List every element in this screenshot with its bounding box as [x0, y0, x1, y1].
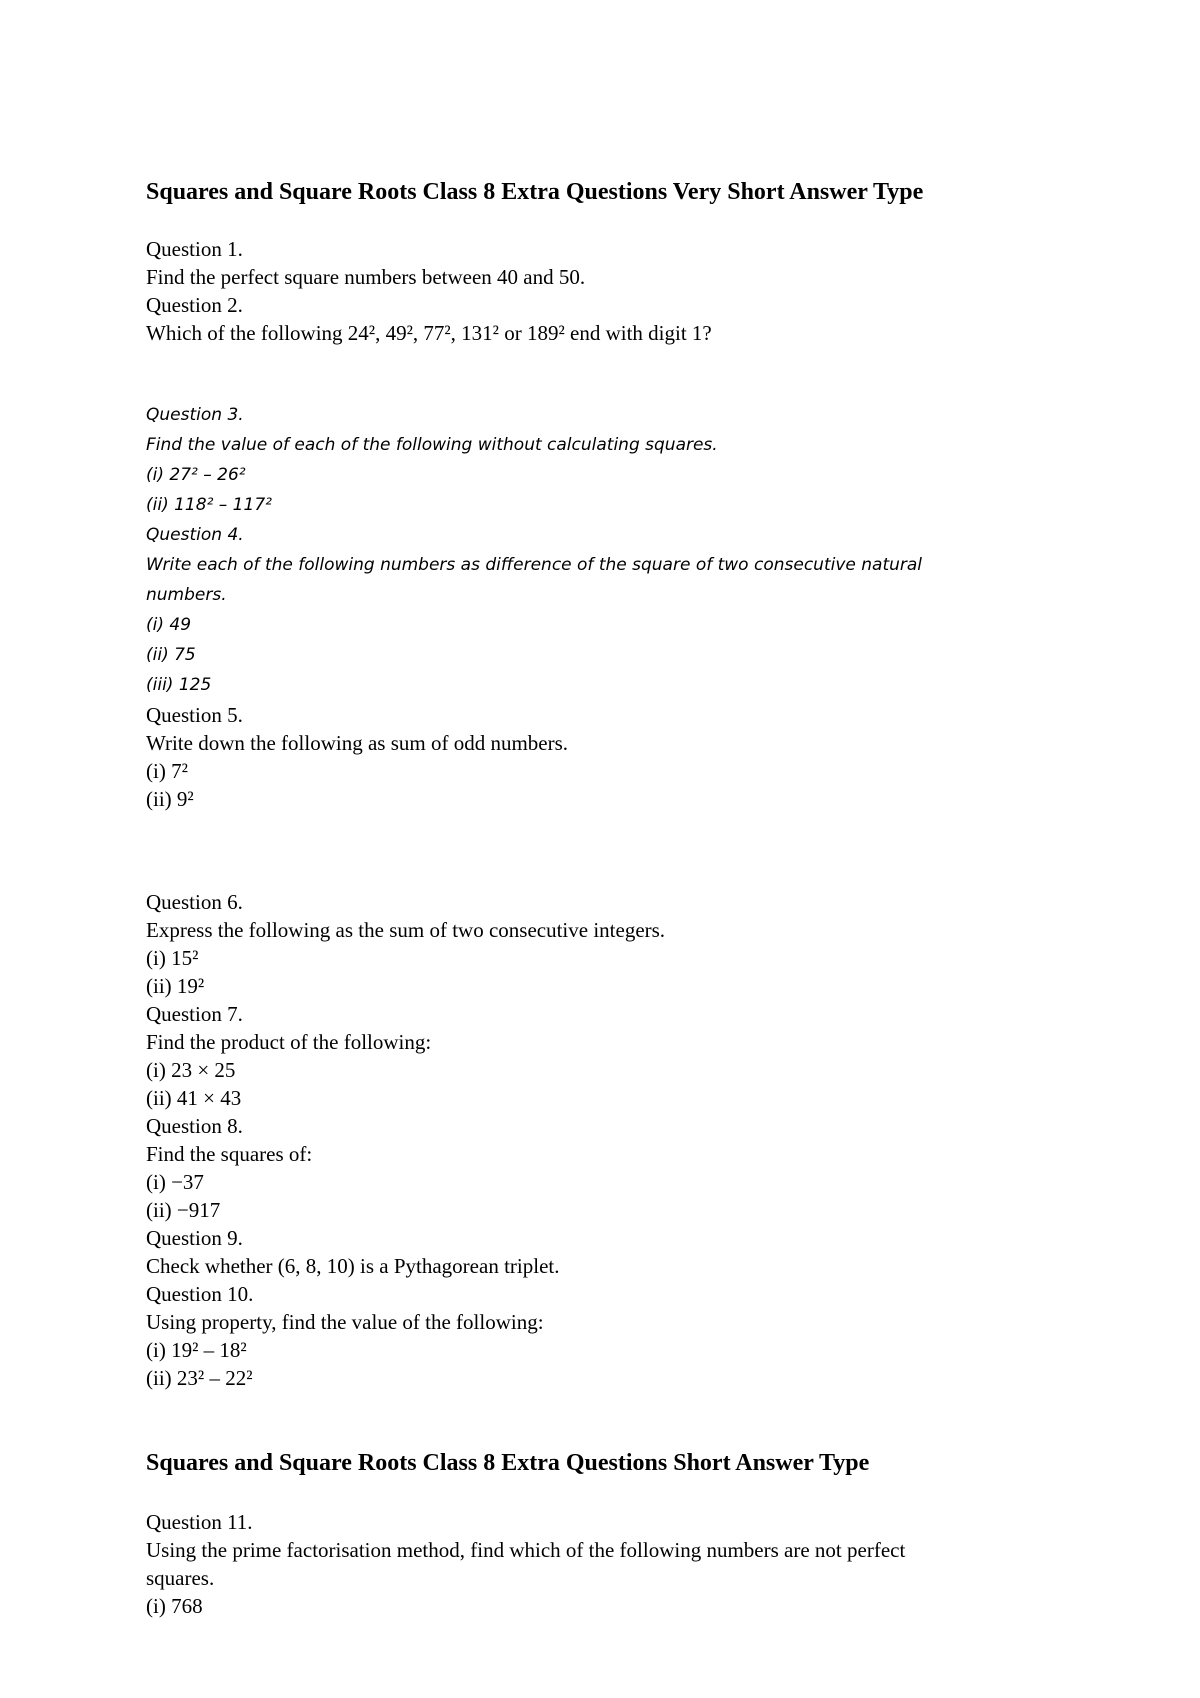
question-block-5: [146, 701, 1066, 813]
question-label: Question 6.: [146, 890, 243, 914]
question-part: (ii) 118² – 117²: [146, 495, 272, 515]
question-text: Find the perfect square numbers between 40 and 50.: [146, 265, 586, 289]
question-part: (ii) 9²: [146, 787, 194, 811]
question-text: squares.: [146, 1566, 215, 1590]
question-text: Find the squares of:: [146, 1142, 313, 1166]
question-part: (i) 15²: [146, 946, 199, 970]
question-text: Express the following as the sum of two consecutive integers.: [146, 918, 666, 942]
question-part: (i) 19² – 18²: [146, 1338, 247, 1362]
question-label: Question 9.: [146, 1226, 243, 1250]
question-text: Find the value of each of the following without calculating squares.: [146, 435, 718, 455]
question-block-11: [146, 1508, 1066, 1620]
question-text: Check whether (6, 8, 10) is a Pythagorean triplet.: [146, 1254, 560, 1278]
question-text: Using the prime factorisation method, find which of the following numbers are not perfect: [146, 1538, 906, 1562]
question-part: (ii) 19²: [146, 974, 205, 998]
question-part: (i) 7²: [146, 759, 188, 783]
section-heading-short-answer: Squares and Square Roots Class 8 Extra Questions Short Answer Type: [146, 1450, 870, 1476]
question-part: (ii) 75: [146, 645, 196, 665]
question-label: Question 8.: [146, 1114, 243, 1138]
question-part: (ii) 23² – 22²: [146, 1366, 253, 1390]
question-block-1-2: [146, 235, 1066, 347]
question-part: (ii) 41 × 43: [146, 1086, 242, 1110]
question-label: Question 11.: [146, 1510, 253, 1534]
question-text: Write down the following as sum of odd numbers.: [146, 731, 569, 755]
question-block-3-4: [146, 400, 1066, 700]
question-text: Using property, find the value of the following:: [146, 1310, 544, 1334]
question-label: Question 10.: [146, 1282, 254, 1306]
question-label: Question 1.: [146, 237, 243, 261]
question-part: (iii) 125: [146, 675, 212, 695]
question-label: Question 7.: [146, 1002, 243, 1026]
question-part: (i) −37: [146, 1170, 204, 1194]
question-text: Find the product of the following:: [146, 1030, 432, 1054]
question-part: (i) 49: [146, 615, 192, 635]
question-label: Question 2.: [146, 293, 243, 317]
question-text: numbers.: [146, 585, 227, 605]
question-part: (ii) −917: [146, 1198, 221, 1222]
question-text: Write each of the following numbers as difference of the square of two consecutive natural: [146, 555, 923, 575]
question-label: Question 3.: [146, 405, 244, 425]
question-part: (i) 27² – 26²: [146, 465, 246, 485]
question-text: Which of the following 24², 49², 77², 131² or 189² end with digit 1?: [146, 321, 712, 345]
question-part: (i) 23 × 25: [146, 1058, 236, 1082]
question-label: Question 4.: [146, 525, 244, 545]
question-block-6-10: [146, 888, 1066, 1392]
question-label: Question 5.: [146, 703, 243, 727]
section-heading-very-short-answer: Squares and Square Roots Class 8 Extra Questions Very Short Answer Type: [146, 179, 924, 205]
question-part: (i) 768: [146, 1594, 203, 1618]
